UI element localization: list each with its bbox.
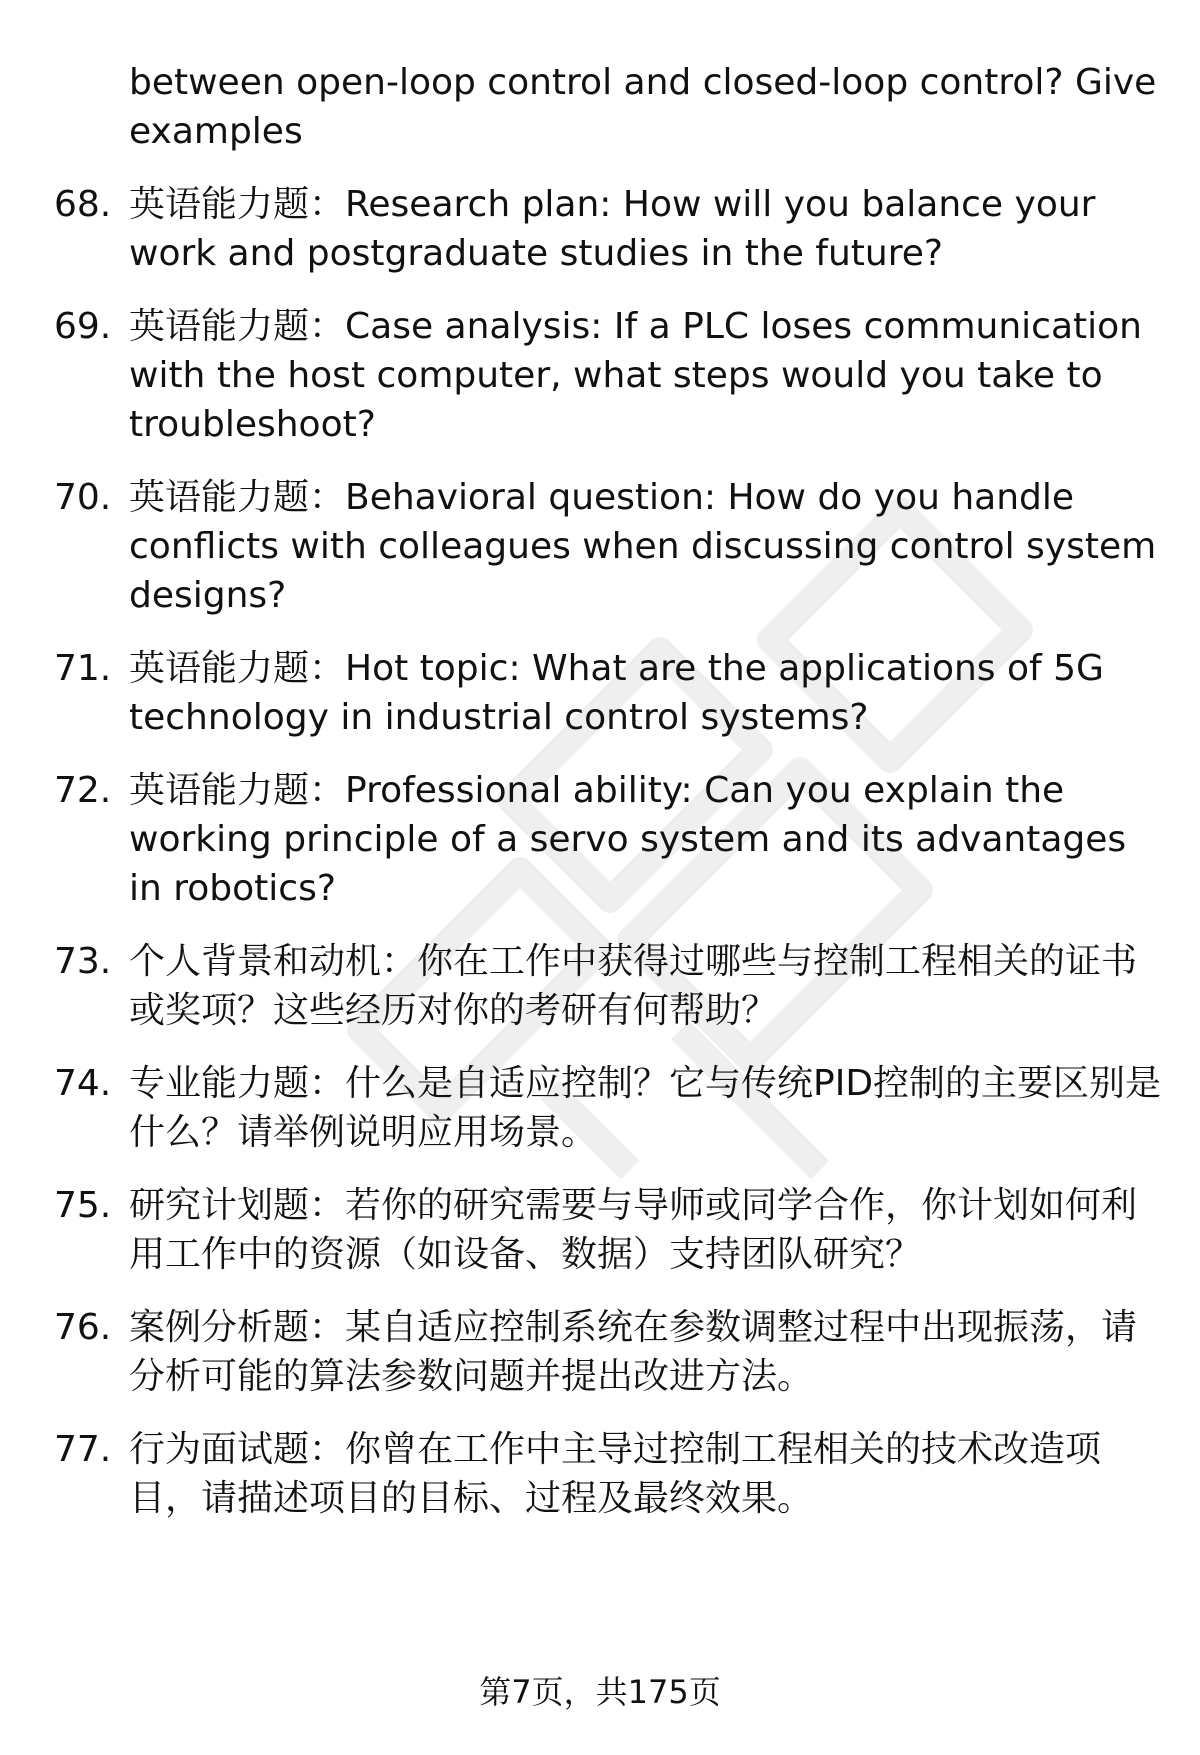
list-item (0, 1181, 1200, 1279)
question-text: 英语能力题：Behavioral question: How do you handle conflicts with colleagues when discussing control system designs? (129, 477, 1157, 616)
list-item (0, 473, 1200, 620)
question-number: 75. (54, 1185, 112, 1226)
list-item (0, 644, 1200, 742)
question-text: 研究计划题：若你的研究需要与导师或同学合作，你计划如何利用工作中的资源（如设备、数据）支持团队研究？ (129, 1185, 1138, 1275)
question-text: 英语能力题：Research plan: How will you balance your work and postgraduate studies in the future? (129, 184, 1096, 274)
question-text: 专业能力题：什么是自适应控制？它与传统PID控制的主要区别是什么？请举例说明应用场景。 (129, 1063, 1162, 1153)
question-number: 72. (54, 770, 112, 811)
list-item (0, 180, 1200, 278)
question-number: 74. (54, 1063, 112, 1104)
question-text: 个人背景和动机：你在工作中获得过哪些与控制工程相关的证书或奖项？这些经历对你的考研有何帮助？ (129, 941, 1138, 1031)
question-number: 70. (54, 477, 112, 518)
question-number: 71. (54, 648, 112, 689)
question-text: 案例分析题：某自适应控制系统在参数调整过程中出现振荡，请分析可能的算法参数问题并提出改进方法。 (129, 1307, 1138, 1397)
continuation-text: between open-loop control and closed-loop control? Give examples (129, 62, 1157, 152)
question-text: 行为面试题：你曾在工作中主导过控制工程相关的技术改造项目，请描述项目的目标、过程及最终效果。 (129, 1429, 1102, 1519)
page-footer: 第7页，共175页 (479, 1673, 721, 1711)
question-list (0, 58, 1200, 1547)
question-number: 76. (54, 1307, 112, 1348)
list-item (0, 302, 1200, 449)
list-item-continuation (0, 58, 1200, 156)
question-text: 英语能力题：Professional ability: Can you explain the working principle of a servo system and its advantages in robotics? (129, 770, 1127, 909)
list-item (0, 766, 1200, 913)
list-item (0, 937, 1200, 1035)
question-number: 77. (54, 1429, 112, 1470)
question-number: 68. (54, 184, 112, 225)
list-item (0, 1059, 1200, 1157)
question-text: 英语能力题：Case analysis: If a PLC loses communication with the host computer, what steps would you take to troubleshoot? (129, 306, 1142, 445)
question-number: 69. (54, 306, 112, 347)
list-item (0, 1425, 1200, 1523)
question-number: 73. (54, 941, 112, 982)
question-text: 英语能力题：Hot topic: What are the applications of 5G technology in industrial control systems? (129, 648, 1104, 738)
list-item (0, 1303, 1200, 1401)
